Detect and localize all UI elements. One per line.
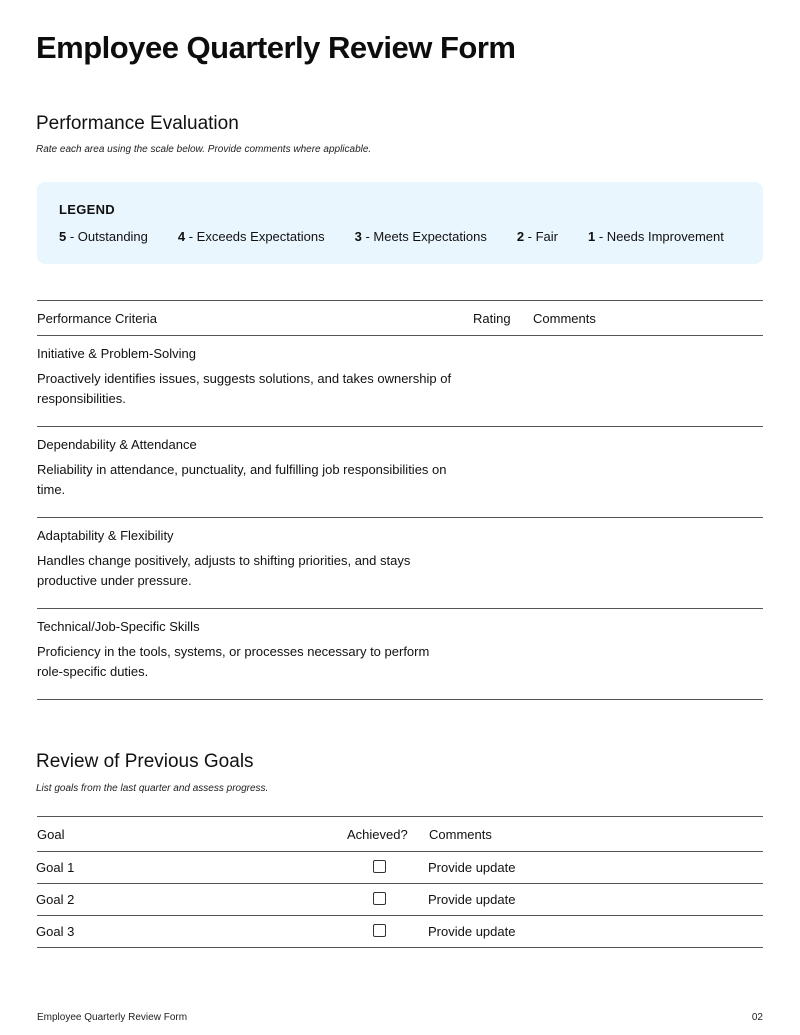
criteria-description: Proactively identifies issues, suggests solutions, and takes ownership of responsibilities.: [37, 371, 452, 406]
legend-item-2: [517, 229, 558, 244]
table-row: [37, 852, 763, 884]
performance-section-title: Performance Evaluation: [36, 113, 239, 134]
table-row: [37, 609, 763, 700]
legend-item-3: [355, 229, 487, 244]
goal-comment[interactable]: Provide update: [428, 892, 516, 907]
goals-section-subtitle: List goals from the last quarter and assess progress.: [36, 783, 269, 794]
performance-criteria-table: [37, 300, 763, 700]
legend-number: 5: [59, 229, 67, 244]
criteria-table-header: [37, 301, 763, 336]
criteria-description: Reliability in attendance, punctuality, and fulfilling job responsibilities on time.: [37, 462, 447, 497]
legend-label: - Exceeds Expectations: [185, 229, 325, 244]
criteria-name: Technical/Job-Specific Skills: [37, 619, 200, 634]
header-performance-criteria: Performance Criteria: [37, 311, 157, 326]
performance-section-subtitle: Rate each area using the scale below. Provide comments where applicable.: [36, 144, 372, 155]
page-title: Employee Quarterly Review Form: [36, 30, 516, 65]
previous-goals-table: [37, 816, 763, 948]
header-rating: Rating: [473, 311, 511, 326]
achieved-checkbox[interactable]: [373, 892, 386, 905]
footer-page-number: 02: [751, 1012, 763, 1023]
legend-number: 3: [354, 229, 362, 244]
table-row: [37, 336, 763, 427]
achieved-checkbox[interactable]: [373, 860, 386, 873]
legend-item-4: [178, 229, 325, 244]
criteria-name: Adaptability & Flexibility: [37, 528, 174, 543]
table-row: [37, 916, 763, 948]
goal-name: Goal 1: [36, 860, 75, 875]
legend-label: - Needs Improvement: [595, 229, 724, 244]
goal-name: Goal 3: [36, 924, 75, 939]
header-goal: Goal: [37, 827, 65, 842]
table-row: [37, 884, 763, 916]
goals-table-header: [37, 817, 763, 852]
header-comments: Comments: [533, 311, 596, 326]
legend-item-5: [59, 229, 148, 244]
achieved-checkbox[interactable]: [373, 924, 386, 937]
criteria-description: Proficiency in the tools, systems, or processes necessary to perform role-specific duties.: [37, 644, 430, 679]
legend-number: 1: [588, 229, 596, 244]
legend-number: 4: [177, 229, 186, 244]
rating-legend: [37, 182, 763, 264]
header-achieved: Achieved?: [347, 827, 408, 842]
criteria-description: Handles change positively, adjusts to shifting priorities, and stays productive under pressure.: [37, 553, 411, 588]
legend-item-1: [588, 229, 724, 244]
footer-document-title: Employee Quarterly Review Form: [37, 1012, 188, 1023]
legend-label: - Outstanding: [66, 229, 148, 244]
criteria-name: Initiative & Problem-Solving: [37, 346, 196, 361]
table-row: [37, 427, 763, 518]
goals-section-title: Review of Previous Goals: [36, 751, 254, 772]
goal-comment[interactable]: Provide update: [428, 924, 516, 939]
header-goal-comments: Comments: [429, 827, 492, 842]
criteria-name: Dependability & Attendance: [37, 437, 197, 452]
legend-items: [59, 229, 724, 244]
legend-label: - Meets Expectations: [361, 229, 487, 244]
table-row: [37, 518, 763, 609]
goal-name: Goal 2: [36, 892, 75, 907]
legend-number: 2: [516, 229, 525, 244]
legend-title: LEGEND: [59, 202, 115, 217]
goal-comment[interactable]: Provide update: [428, 860, 516, 875]
legend-label: - Fair: [524, 229, 559, 244]
